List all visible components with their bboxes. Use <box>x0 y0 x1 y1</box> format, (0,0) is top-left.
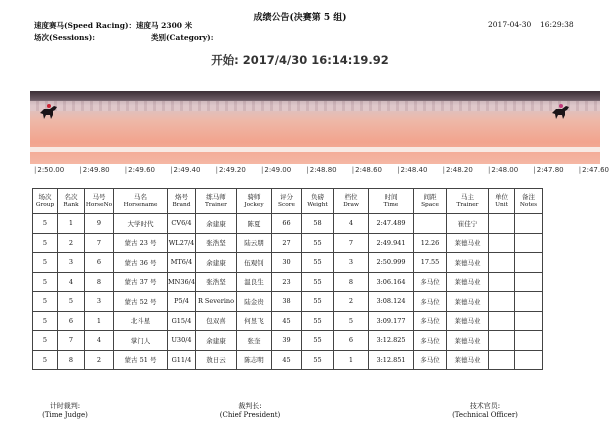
column-header-label: 烙号 <box>175 192 188 201</box>
table-cell: 蒙古 37 号 <box>114 272 168 292</box>
table-cell: 3 <box>334 253 369 273</box>
table-cell: 6 <box>58 311 85 331</box>
chief-president-label-en: (Chief President) <box>219 411 281 419</box>
table-cell: 温良生 <box>237 272 272 292</box>
column-header-label: 负磅 <box>311 192 324 201</box>
column-header <box>58 189 85 214</box>
table-cell: G11/4 <box>168 350 196 370</box>
table-cell: 莱德马业 <box>447 292 489 312</box>
column-header <box>196 189 237 214</box>
column-header-label-en: Trainer <box>205 202 227 208</box>
column-header-label: 场次 <box>38 192 52 201</box>
table-cell: 9 <box>85 214 114 234</box>
table-cell: 8 <box>85 272 114 292</box>
column-header-label-en: Weight <box>307 202 328 208</box>
column-header-label: 档位 <box>344 192 358 201</box>
column-header-label-en: Trainer <box>456 202 479 208</box>
table-cell: 陆云朋 <box>237 233 272 253</box>
timeline-tick: | 2:48.40 <box>397 166 427 174</box>
chief-president-signature <box>205 402 295 420</box>
table-cell: 6 <box>334 331 369 351</box>
column-header-label-en: Jockey <box>244 202 264 208</box>
report-time: 16:29:38 <box>540 20 574 29</box>
column-header-label: 练马师 <box>206 192 226 201</box>
table-cell <box>515 214 543 234</box>
timeline-tick: | 2:49.20 <box>216 166 246 174</box>
report-date: 2017-04-30 <box>488 20 532 29</box>
table-row <box>33 292 543 312</box>
table-cell: 2 <box>58 233 85 253</box>
table-cell: 7 <box>85 233 114 253</box>
table-cell: 38 <box>272 292 302 312</box>
table-cell: 陈志明 <box>237 350 272 370</box>
table-cell: 5 <box>33 350 58 370</box>
table-cell: 3:06.164 <box>369 272 414 292</box>
column-header-label-en: Horsename <box>123 202 158 208</box>
table-row <box>33 214 543 234</box>
table-cell: 58 <box>302 214 334 234</box>
table-cell: 1 <box>85 311 114 331</box>
column-header <box>168 189 196 214</box>
table-cell: 55 <box>302 292 334 312</box>
table-cell <box>515 331 543 351</box>
column-header <box>272 189 302 214</box>
table-cell: 5 <box>33 214 58 234</box>
table-cell: 55 <box>302 253 334 273</box>
technical-officer-label-en: (Technical Officer) <box>452 411 518 419</box>
table-cell: 2 <box>334 292 369 312</box>
sessions-label: 场次(Sessions): <box>34 33 96 42</box>
table-cell: 张奎 <box>237 331 272 351</box>
timeline-tick: | 2:47.60 <box>579 166 609 174</box>
table-row <box>33 233 543 253</box>
table-cell <box>489 311 515 331</box>
start-time: 开始: 2017/4/30 16:14:19.92 <box>211 53 389 67</box>
column-header <box>369 189 414 214</box>
table-cell: 23 <box>272 272 302 292</box>
column-header-label-en: Brand <box>172 202 191 208</box>
column-header-label-en: Time <box>383 202 399 208</box>
timeline-tick: | 2:49.60 <box>125 166 155 174</box>
column-header <box>447 189 489 214</box>
table-cell: 5 <box>33 292 58 312</box>
column-header-label-en: Draw <box>343 202 359 208</box>
table-row <box>33 350 543 370</box>
table-cell: 7 <box>58 331 85 351</box>
table-cell: 2:50.999 <box>369 253 414 273</box>
timeline-tick: | 2:48.20 <box>443 166 473 174</box>
table-cell: 5 <box>334 311 369 331</box>
column-header-label: 马名 <box>134 192 147 201</box>
table-cell: P5/4 <box>168 292 196 312</box>
table-row <box>33 272 543 292</box>
table-cell: 4 <box>85 331 114 351</box>
table-cell: 30 <box>272 253 302 273</box>
table-cell: 1 <box>58 214 85 234</box>
table-cell: 多马位 <box>414 292 447 312</box>
table-cell: 5 <box>33 272 58 292</box>
table-cell <box>515 272 543 292</box>
table-cell: 蒙古 51 号 <box>114 350 168 370</box>
table-cell: 伍观钊 <box>237 253 272 273</box>
table-cell <box>515 350 543 370</box>
table-cell: 敖日云 <box>196 350 237 370</box>
table-cell: 张浩坚 <box>196 233 237 253</box>
table-cell: 莱德马业 <box>447 350 489 370</box>
table-cell: 莱德马业 <box>447 233 489 253</box>
table-cell: WL27/4 <box>168 233 196 253</box>
table-cell: 12.26 <box>414 233 447 253</box>
category-label: 类别(Category): <box>151 33 214 42</box>
time-judge-label-en: (Time Judge) <box>42 411 88 419</box>
table-cell: 17.55 <box>414 253 447 273</box>
timeline-tick: | 2:48.80 <box>306 166 336 174</box>
column-header <box>334 189 369 214</box>
table-cell: 45 <box>272 311 302 331</box>
table-cell: 27 <box>272 233 302 253</box>
table-cell: 3:08.124 <box>369 292 414 312</box>
table-cell: 3:12.851 <box>369 350 414 370</box>
table-cell: 55 <box>302 331 334 351</box>
results-table <box>32 188 543 370</box>
timeline-tick: | 2:47.80 <box>533 166 563 174</box>
table-cell: G15/4 <box>168 311 196 331</box>
table-cell: 3:12.825 <box>369 331 414 351</box>
table-header-row <box>33 189 543 214</box>
table-cell: 5 <box>58 292 85 312</box>
photo-track-highlight <box>30 147 600 152</box>
table-cell: 7 <box>334 233 369 253</box>
timeline-tick: | 2:49.00 <box>261 166 291 174</box>
column-header <box>489 189 515 214</box>
table-cell: 莱德马业 <box>447 272 489 292</box>
table-cell: 2:47.489 <box>369 214 414 234</box>
table-cell: 3 <box>58 253 85 273</box>
column-header <box>33 189 58 214</box>
table-cell <box>515 253 543 273</box>
horse-icon <box>550 101 572 121</box>
column-header-label: 备注 <box>522 192 535 201</box>
table-cell: 55 <box>302 272 334 292</box>
chief-president-label: 裁判长: <box>238 402 262 410</box>
table-cell: 陈夏 <box>237 214 272 234</box>
table-cell: 55 <box>302 233 334 253</box>
column-header <box>237 189 272 214</box>
table-cell: 5 <box>33 331 58 351</box>
technical-officer-label: 技术官员: <box>469 402 501 410</box>
table-cell <box>515 292 543 312</box>
timeline-tick: | 2:48.60 <box>352 166 382 174</box>
column-header <box>302 189 334 214</box>
table-cell: 陆金贵 <box>237 292 272 312</box>
photo-finish-image <box>30 91 600 164</box>
table-cell: 蒙古 36 号 <box>114 253 168 273</box>
column-header-label-en: Rank <box>63 202 79 208</box>
column-header-label: 时间 <box>384 192 398 201</box>
table-cell: 4 <box>334 214 369 234</box>
table-cell: 55 <box>302 350 334 370</box>
timeline-tick: | 2:48.00 <box>488 166 518 174</box>
table-cell: 崔佳宁 <box>447 214 489 234</box>
table-cell: MT6/4 <box>168 253 196 273</box>
table-cell: 何昱飞 <box>237 311 272 331</box>
table-cell: 多马位 <box>414 311 447 331</box>
column-header-label: 骑师 <box>247 192 261 201</box>
table-cell: 大学时代 <box>114 214 168 234</box>
time-judge-signature <box>30 402 100 420</box>
table-cell: 包双喜 <box>196 311 237 331</box>
table-cell <box>489 233 515 253</box>
timeline-tick: | 2:49.80 <box>79 166 109 174</box>
table-cell: 蒙古 52 号 <box>114 292 168 312</box>
table-cell: 张浩坚 <box>196 272 237 292</box>
table-cell: CV6/4 <box>168 214 196 234</box>
table-cell: 余建康 <box>196 214 237 234</box>
time-judge-label: 计时裁判: <box>49 402 81 410</box>
table-cell <box>489 292 515 312</box>
table-cell: 55 <box>302 311 334 331</box>
column-header-label-en: Group <box>35 202 55 208</box>
table-cell: 5 <box>33 233 58 253</box>
horse-icon <box>38 101 60 121</box>
column-header-label-en: Unit <box>495 202 508 208</box>
table-cell: 多马位 <box>414 272 447 292</box>
table-cell: 39 <box>272 331 302 351</box>
column-header <box>414 189 447 214</box>
column-header <box>85 189 114 214</box>
race-description: 速度赛马(Speed Racing)：速度马 2300 米 <box>34 21 193 30</box>
column-header-label: 评分 <box>280 192 293 201</box>
table-cell: 5 <box>33 311 58 331</box>
table-cell: 莱德马业 <box>447 253 489 273</box>
table-cell: 45 <box>272 350 302 370</box>
table-cell: 66 <box>272 214 302 234</box>
table-cell: MN36/4 <box>168 272 196 292</box>
table-cell <box>489 350 515 370</box>
table-row <box>33 311 543 331</box>
table-cell <box>515 233 543 253</box>
table-cell: 蒙古 23 号 <box>114 233 168 253</box>
timeline-tick: | 2:50.00 <box>34 166 64 174</box>
table-cell <box>489 253 515 273</box>
table-cell <box>489 272 515 292</box>
table-cell: 8 <box>58 350 85 370</box>
table-cell: 5 <box>33 253 58 273</box>
table-cell: 2:49.941 <box>369 233 414 253</box>
table-cell: 4 <box>58 272 85 292</box>
table-cell: 余建康 <box>196 331 237 351</box>
table-row <box>33 253 543 273</box>
table-cell: 多马位 <box>414 350 447 370</box>
column-header-label: 马号 <box>92 192 106 201</box>
column-header-label: 名次 <box>64 192 78 201</box>
table-cell <box>414 214 447 234</box>
timeline-tick: | 2:49.40 <box>170 166 200 174</box>
technical-officer-signature <box>440 402 530 420</box>
table-row <box>33 331 543 351</box>
table-cell <box>489 214 515 234</box>
table-cell: 1 <box>334 350 369 370</box>
column-header-label-en: Score <box>278 202 295 208</box>
column-header-label-en: Notes <box>519 202 538 208</box>
column-header <box>515 189 543 214</box>
table-cell: U30/4 <box>168 331 196 351</box>
page-title: 成绩公告(决赛第 5 组) <box>253 13 347 23</box>
table-cell: 余建康 <box>196 253 237 273</box>
column-header-label: 单位 <box>495 192 508 201</box>
table-cell: 莱德马业 <box>447 331 489 351</box>
table-cell <box>515 311 543 331</box>
photo-rail-band <box>30 101 600 111</box>
table-cell: 2 <box>85 350 114 370</box>
table-cell: 8 <box>334 272 369 292</box>
table-cell: 莱德马业 <box>447 311 489 331</box>
column-header-label-en: Space <box>421 202 439 208</box>
column-header-label: 间距 <box>423 192 437 201</box>
table-cell: 北斗星 <box>114 311 168 331</box>
timeline-axis <box>30 166 609 180</box>
table-cell <box>489 331 515 351</box>
table-cell: 多马位 <box>414 331 447 351</box>
table-cell: 3 <box>85 292 114 312</box>
table-cell: 掌门人 <box>114 331 168 351</box>
table-cell: 3:09.177 <box>369 311 414 331</box>
table-cell: R Severino <box>196 292 237 312</box>
table-cell: 6 <box>85 253 114 273</box>
column-header-label-en: HorseNo <box>85 202 113 208</box>
column-header-label: 马主 <box>461 192 474 201</box>
column-header <box>114 189 168 214</box>
